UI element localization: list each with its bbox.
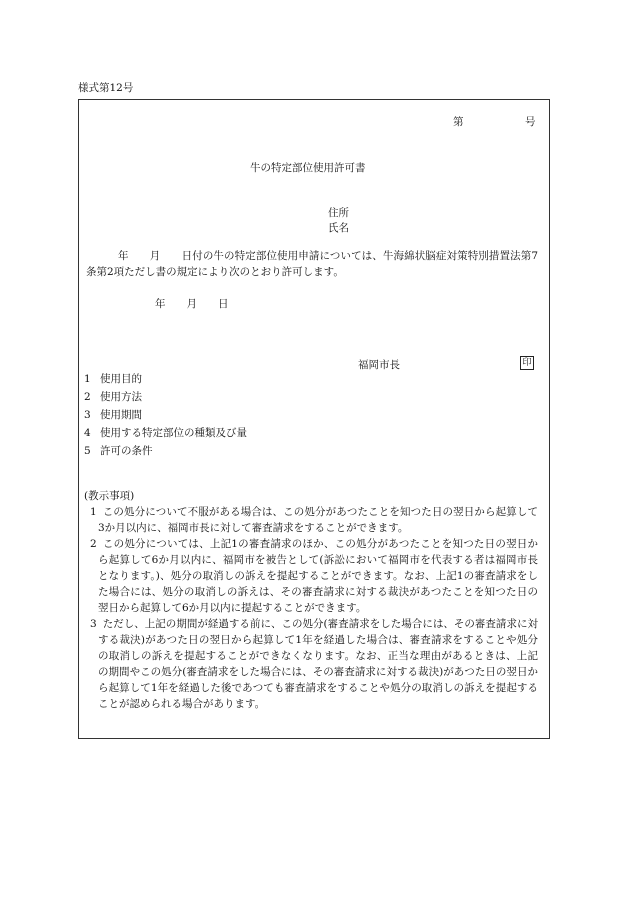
- notice-paragraph-1: 1 この処分について不服がある場合は、この処分があつたことを知つた日の翌日から起算して3か月以内に、福岡市長に対して審査請求をすることができます。: [90, 506, 538, 534]
- document-number-prefix: 第: [453, 116, 464, 128]
- notice-heading: (教示事項): [84, 490, 135, 502]
- list-item: 1 使用目的: [84, 373, 142, 385]
- notice-paragraph-2: 2 この処分については、上記1の審査請求のほか、この処分があつたことを知つた日の翌日から起算して6か月以内に、福岡市を被告として(訴訟において福岡市を代表する者は福岡市長となります。)、処分の取消しの訴えを提起することができます。なお、上記1の審査請求をした場合には、処分の取消しの訴えは、その審査請求に対する裁決があつたことを知つた日の翌日から起算して6か月以内に提起することができます。: [90, 538, 538, 614]
- address-label: 住所: [328, 207, 349, 219]
- form-number: 様式第12号: [78, 82, 134, 94]
- body-text: 年 月 日付の牛の特定部位使用申請については、牛海綿状脳症対策特別措置法第7条第2項ただし書の規定により次のとおり許可します。: [86, 250, 538, 278]
- list-item: 5 許可の条件: [84, 445, 153, 457]
- date-line: 年 月 日: [155, 298, 229, 310]
- notice-paragraph-3: 3 ただし、上記の期間が経過する前に、この処分(審査請求をした場合には、その審査請求に対する裁決)があつた日の翌日から起算して1年を経過した場合は、審査請求をすることや処分の取消しの訴えを提起することができなくなります。なお、正当な理由があるときは、上記の期間やこの処分(審査請求をした場合には、その審査請求に対する裁決)があつた日の翌日から起算して1年を経過した後であつても審査請求をすることや処分の取消しの訴えを提起することが認められる場合があります。: [90, 618, 538, 710]
- list-item: 2 使用方法: [84, 391, 142, 403]
- document-number-suffix: 号: [525, 116, 536, 128]
- seal-box: [520, 356, 534, 370]
- list-item: 3 使用期間: [84, 409, 142, 421]
- document-title: 牛の特定部位使用許可書: [250, 162, 366, 174]
- seal-mark: 印: [520, 356, 534, 370]
- issuer-label: 福岡市長: [358, 359, 400, 371]
- name-label: 氏名: [328, 222, 349, 234]
- list-item: 4 使用する特定部位の種類及び量: [84, 427, 247, 439]
